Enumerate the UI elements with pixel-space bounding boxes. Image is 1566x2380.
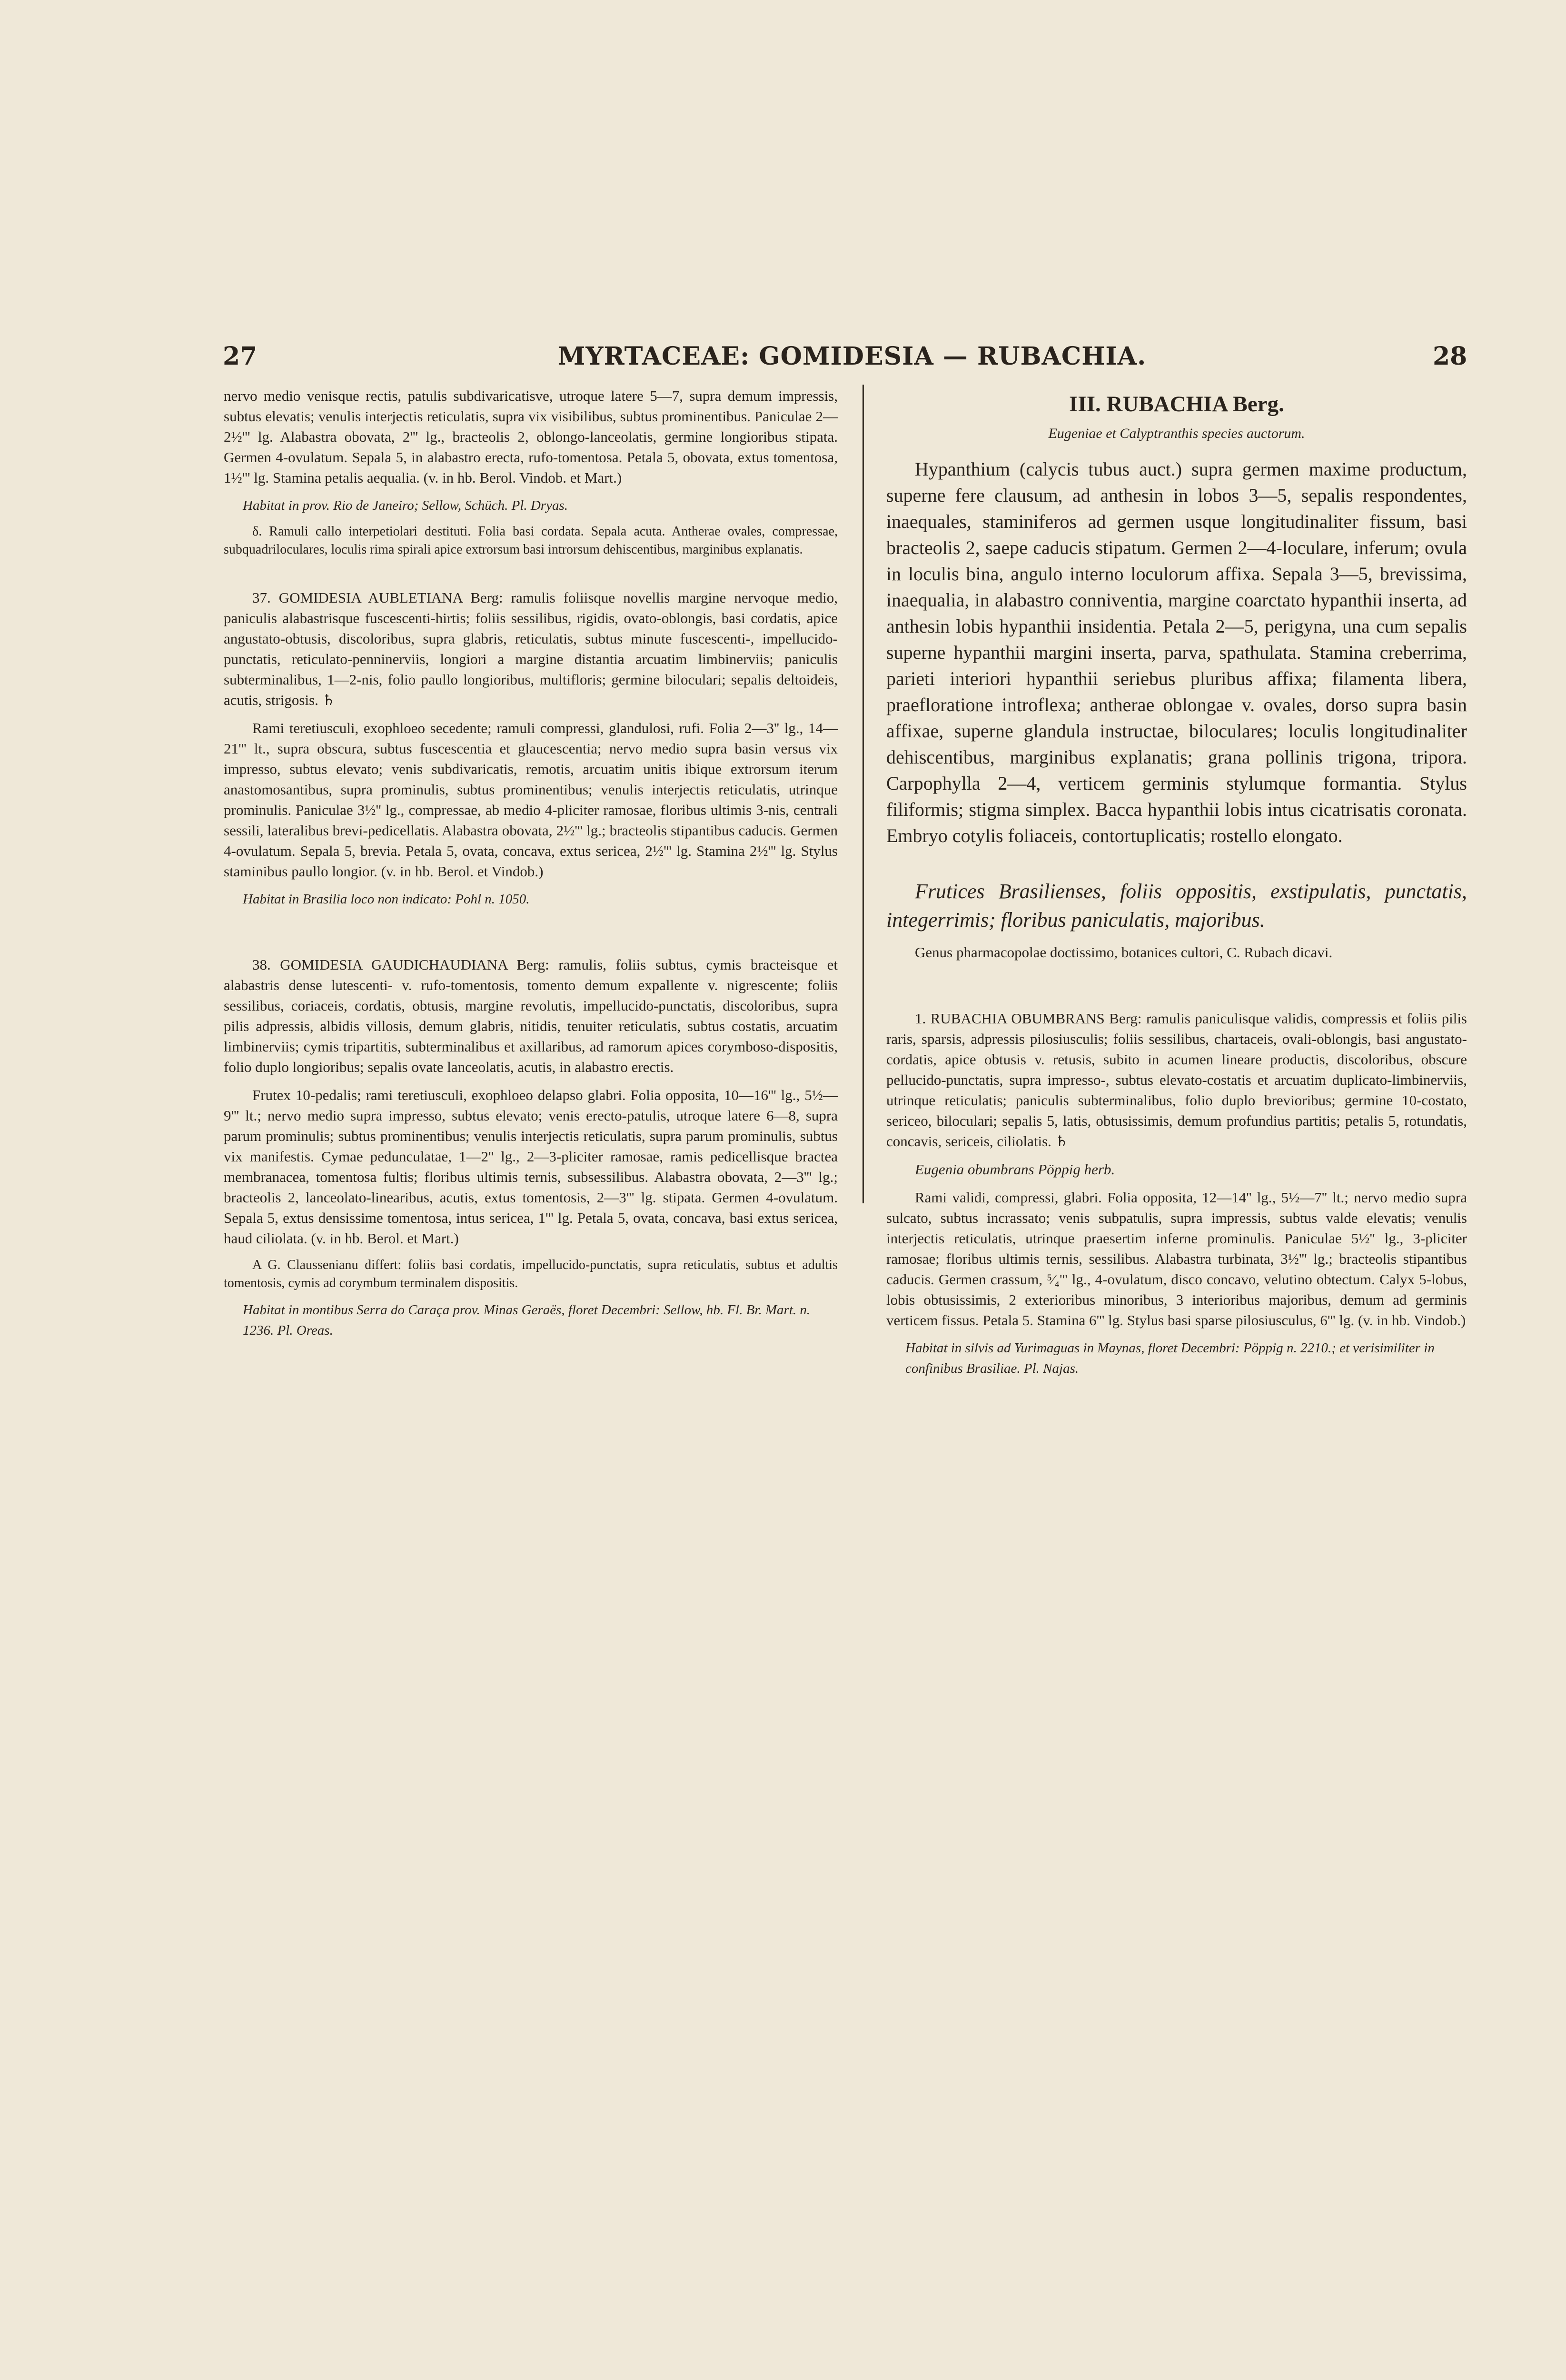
paragraph: Frutex 10-pedalis; rami teretiusculi, exophloeo delapso glabri. Folia opposita, 10—16''' lg., 5½—9''' lt.; nervo medio supra impresso, subtus elevato; venis erecto-patulis, utroque latere 6—8, supra parum prominulis; subtus prominentibus; venulis interjectis reticulatis, supra parum prominulis, subtus vix manifestis. Cymae pedunculatae, 1—2'' lg., 2—3-pliciter ramosae, ramis pedicellisque bractea membranacea, tomentosa fultis; floribus ultimis ternis, subsessilibus. Alabastra obovata, 2—3''' lg.; bracteolis 2, lanceolato-linearibus, acutis, extus tomentosis, 2—3''' lg. stipata. Germen 4-ovulatum. Sepala 5, extus densissime tomentosa, intus sericea, 1''' lg. Petala 5, ovata, concava, basi extus sericea, haud ciliolata. (v. in hb. Berol. et Mart.) xyxy=(224,1087,838,1247)
spacer xyxy=(886,970,1467,1008)
genus-description: Hypanthium (calycis tubus auct.) supra germen maxime productum, superne fere clausum, ad anthesin in lobos 3—5, sepalis respondentes, inaequales, staminiferos ad germen usque longitudinaliter fissum, basi bracteolis 2, saepe caducis stipatum. Germen 2—4-loculare, inferum; ovula in loculis bina, angulo interno loculorum affixa. Sepala 3—5, brevissima, inaequalia, in alabastro conniventia, margine coarctato hypanthii inserta, ad anthesin lobis hypanthii insidentia. Petala 2—5, perigyna, una cum sepalis superne hypanthii margini inserta, parva, spathulata. Stamina creberrima, parieti interiori hypanthii seriebus pluribus affixa; filamenta libera, praefloratione introflexa; antherae oblongae v. ovales, dorso supra basin affixae, superne glandula instructae, biloculares; loculis longitudinaliter dehiscentibus, marginibus explanatis; grana pollinis trigona, tripora. Carpophylla 2—4, verticem germinis stylumque formantia. Stylus filiformis; stigma simplex. Bacca hypanthii lobis intus cicatrisatis coronata. Embryo cotylis foliaceis, contortuplicatis; rostello elongato. xyxy=(886,458,1467,846)
species-description: 38. GOMIDESIA GAUDICHAUDIANA Berg: ramulis, foliis subtus, cymis bracteisque et alabastris dense lutescenti- v. rufo-tomentosis, tomento demum expallente v. nigrescente; foliis sessilibus, coriaceis, cordatis, obtusis, margine revolutis, impellucido-punctatis, discoloribus, supra pilis adpressis, albidis villosis, demum glabris, nitidis, tenuiter reticulatis, subtus costatis, arcuatim limbinerviis; cymis tripartitis, subterminalibus et axillaribus, ad ramorum apices corymboso-dispositis, folio duplo longioribus; sepalis ovate lanceolatis, acutis, in alabastro erectis. xyxy=(224,956,838,1075)
comparison-note: A G. Claussenianu differt: foliis basi cordatis, impellucido-punctatis, supra reticulatis, subtus et adultis tomentosis, cymis ad corymbum terminalem dispositis. xyxy=(224,1258,838,1290)
spacer xyxy=(224,916,838,954)
column-divider xyxy=(862,385,864,1203)
paragraph: Rami validi, compressi, glabri. Folia opposita, 12—14'' lg., 5½—7'' lt.; nervo medio supra sulcato, subtus incrassato; venis subpatulis, supra impressis, subtus valde elevatis; venulis interjectis reticulatis, utrinque praesertim inferne prominulis. Paniculae 5½'' lg., 3-pliciter ramosae; floribus ultimis ternis, sessilibus. Alabastra turbinata, 3½''' lg.; bracteolis stipantibus caducis. Germen crassum, ⁵⁄₄''' lg., 4-ovulatum, disco concavo, velutino obtectum. Calyx 5-lobus, lobis obtusissimis, 2 exterioribus minoribus, 3 interioribus majoribus, demum ad germinis verticem fissus. Petala 5. Stamina 6''' lg. Stylus basi sparse pilosiusculus, 6''' lg. (v. in hb. Vindob.) xyxy=(886,1189,1467,1329)
species-description: 1. RUBACHIA OBUMBRANS Berg: ramulis paniculisque validis, compressis et foliis pilis raris, sparsis, adpressis pilosiusculis; foliis sessilibus, chartaceis, ovali-oblongis, basi angustato-cordatis, apice obtusis v. retusis, subito in acumen lineare productis, discoloribus, obscure pellucido-punctatis, supra impresso-, subtus elevato-costatis et arcuatim duplicato-limbinerviis, utrinque reticulatis; paniculis subterminalibus, folio duplo brevioribus; germine 10-costato, sericeo, biloculari; sepalis 5, latis, obtusissimis, demum profundius partitis; petalis 5, rotundatis, concavis, sericeis, ciliolatis. ♄ xyxy=(886,1010,1467,1150)
genus-subtitle: Eugeniae et Calyptranthis species auctorum. xyxy=(1048,426,1305,441)
dedication: Genus pharmacopolae doctissimo, botanices cultori, C. Rubach dicavi. xyxy=(915,944,1333,961)
spacer xyxy=(224,566,838,587)
habitat-note: Habitat in montibus Serra do Caraça prov. Minas Geraës, floret Decembri: Sellow, hb. Fl. Br. Mart. n. 1236. Pl. Oreas. xyxy=(243,1302,811,1338)
page-number-left: 27 xyxy=(223,342,258,371)
left-column xyxy=(224,386,838,1348)
genus-title: III. RUBACHIA Berg. xyxy=(1069,392,1284,416)
habitat-note: Habitat in silvis ad Yurimaguas in Maynas, floret Decembri: Pöppig n. 2210.; et verisimiliter in confinibus Brasiliae. Pl. Najas. xyxy=(905,1340,1435,1376)
genus-habit: Frutices Brasilienses, foliis oppositis, exstipulatis, punctatis, integerrimis; floribus paniculatis, majoribus. xyxy=(886,880,1467,932)
paragraph: nervo medio venisque rectis, patulis subdivaricatisve, utroque latere 5—7, supra demum impressis, subtus elevatis; venulis interjectis reticulatis, supra vix visibilibus, subtus prominentibus. Paniculae 2—2½''' lg. Alabastra obovata, 2''' lg., bracteolis 2, oblongo-lanceolatis, germine longioribus stipata. Germen 4-ovulatum. Sepala 5, in alabastro erecta, rufo-tomentosa. Petala 5, obovata, extus tomentosa, 1½''' lg. Stamina petalis aequalia. (v. in hb. Berol. Vindob. et Mart.) xyxy=(224,387,838,486)
habitat-note: Habitat in Brasilia loco non indicato: Pohl n. 1050. xyxy=(243,892,530,907)
subsection-note: δ. Ramuli callo interpetiolari destituti. Folia basi cordata. Sepala acuta. Antherae ovales, compressae, subquadriloculares, loculis rima spirali apice extrorsum basi introrsum dehiscentibus, marginibus explanatis. xyxy=(224,524,838,557)
page-header xyxy=(0,342,1566,385)
species-description: 37. GOMIDESIA AUBLETIANA Berg: ramulis foliisque novellis margine nervoque medio, paniculis alabastrisque fuscescenti-hirtis; foliis sessilibus, rigidis, ovato-oblongis, basi cordatis, apice angustato-obtusis, discoloribus, supra glabris, reticulatis, subtus minute fuscescenti-, impellucido-punctatis, reticulato-penninerviis, longiori a margine distantia arcuatim limbinerviis; paniculis subterminalibus, 1—2-nis, folio paullo longioribus, multifloris; germine biloculari; sepalis deltoideis, acutis, strigosis. ♄ xyxy=(224,589,838,708)
page-number-right: 28 xyxy=(1433,342,1467,371)
right-column xyxy=(886,386,1467,1386)
habitat-note: Habitat in prov. Rio de Janeiro; Sellow, Schüch. Pl. Dryas. xyxy=(243,498,568,513)
spacer xyxy=(886,856,1467,877)
synonym: Eugenia obumbrans Pöppig herb. xyxy=(915,1161,1115,1178)
running-title: MYRTACEAE: GOMIDESIA — RUBACHIA. xyxy=(557,342,1147,371)
paragraph: Rami teretiusculi, exophloeo secedente; ramuli compressi, glandulosi, rufi. Folia 2—3'' lg., 14—21''' lt., supra obscura, subtus fuscescentia et glaucescentia; nervo medio supra basin versus vix impresso, subtus elevato; venis subdivaricatis, remotis, arcuatim unitis ibique extrorsum iterum anastomosantibus, supra prominulis, subtus prominentibus; venulis interjectis reticulatis, utrinque prominulis. Paniculae 3½'' lg., compressae, ab medio 4-pliciter ramosae, floribus ultimis 3-nis, centrali sessili, lateralibus brevi-pedicellatis. Alabastra obovata, 2½''' lg.; bracteolis stipantibus caducis. Germen 4-ovulatum. Sepala 5, brevia. Petala 5, ovata, concava, extus sericea, 2½''' lg. Stamina 2½''' lg. Stylus staminibus paullo longior. (v. in hb. Berol. et Vindob.) xyxy=(224,720,838,880)
